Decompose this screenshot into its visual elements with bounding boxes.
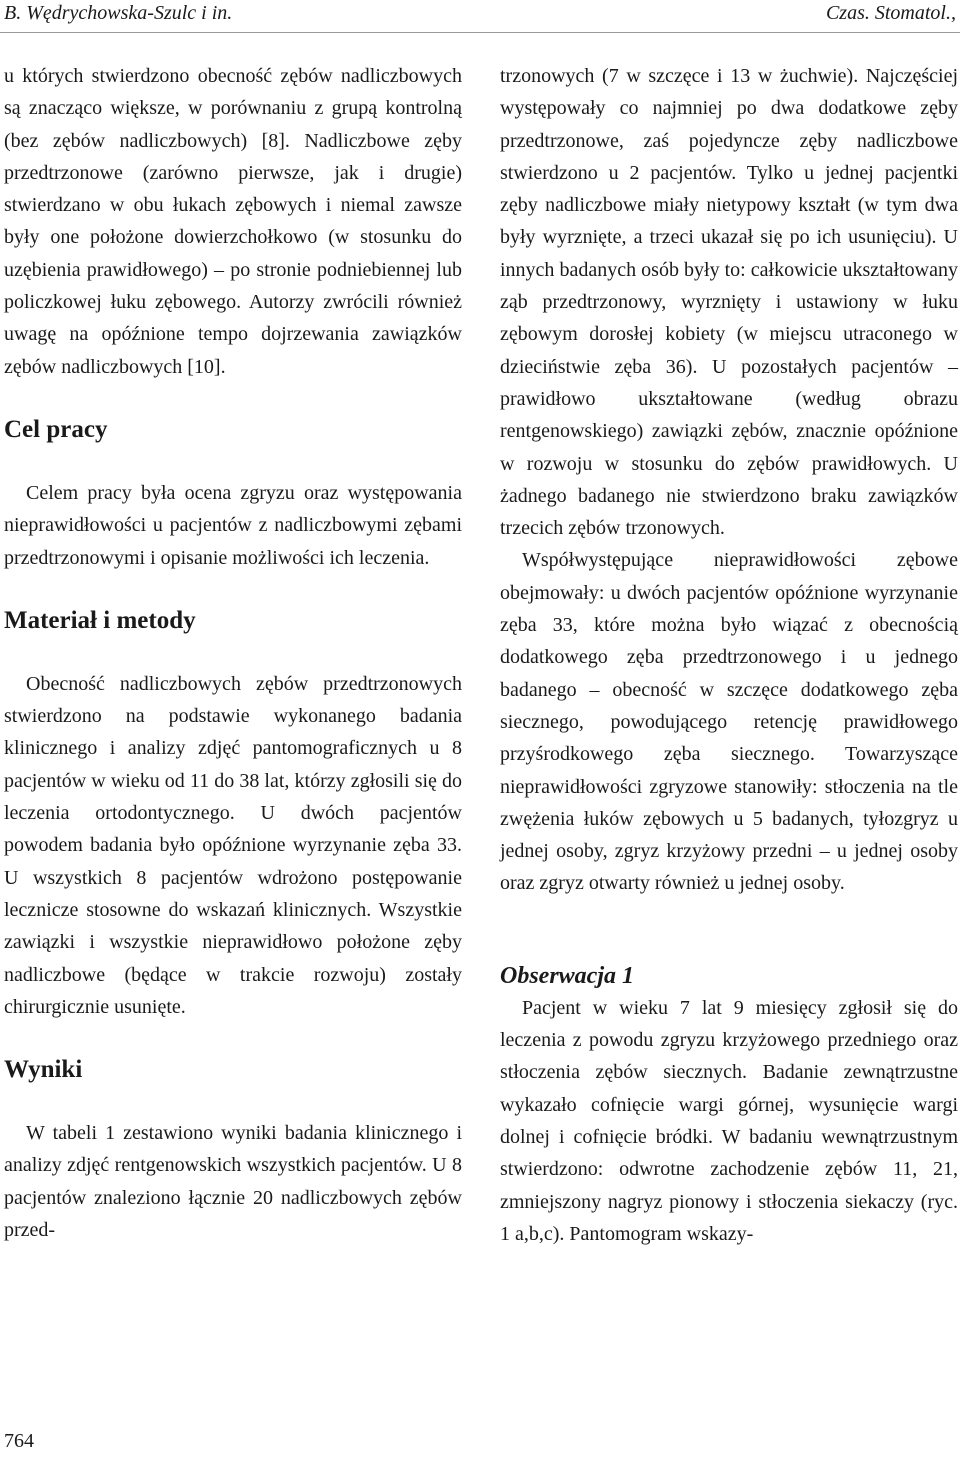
intro-paragraph: u których stwierdzono obecność zębów nadliczbowych są znacząco większe, w porównaniu z grupą kontrolną (bez zębów nadliczbowych) [8]. Nadliczbowe zęby przedtrzonowe (zarówno pierwsze, jak i drugie) stwierdzano w obu łukach zębowych i niemal zawsze były one położone dowierzchołkowo (w stosunku do uzębienia prawidłowego) – po stronie podniebiennej lub policzkowej łuku zębowego. Autorzy zwrócili również uwagę na opóźnione tempo dojrzewania zawiązków zębów nadliczbowych [10]. <box>4 65 462 378</box>
header-divider <box>0 32 960 33</box>
methods-paragraph: Obecność nadliczbowych zębów przedtrzonowych stwierdzono na podstawie wykonanego badania klinicznego i analizy zdjęć pantomograficznych u 8 pacjentów w wieku od 11 do 38 lat, którzy zgłosili się do leczenia ortodontycznego. U dwóch pacjentów powodem badania było opóźnione wyrzynanie zęba 33. U wszystkich 8 pacjentów wdrożono postępowanie lecznicze stosowne do wskazań klinicznych. Wszystkie zawiązki i wszystkie nieprawidłowo położone zęby nadliczbowe (będące w trakcie rozwoju) zostały chirurgicznie usunięte. <box>4 672 462 1018</box>
running-header-journal: Czas. Stomatol., <box>825 2 956 24</box>
aim-heading: Cel pracy <box>4 415 108 443</box>
aim-paragraph: Celem pracy była ocena zgryzu oraz występowania nieprawidłowości u pacjentów z nadliczbowymi zębami przedtrzonowymi i opisanie możliwości ich leczenia. <box>4 481 462 569</box>
methods-heading: Materiał i metody <box>4 606 196 634</box>
right-column <box>500 60 958 1250</box>
case-heading: Obserwacja 1 <box>500 962 634 989</box>
results-paragraph: W tabeli 1 zestawiono wyniki badania klinicznego i analizy zdjęć rentgenowskich wszystkich pacjentów. U 8 pacjentów znaleziono łącznie 20 nadliczbowych zębów przed- <box>4 1122 462 1242</box>
running-header-authors: B. Wędrychowska-Szulc i in. <box>4 2 233 24</box>
page-number: 764 <box>4 1430 34 1452</box>
case-paragraph: Pacjent w wieku 7 lat 9 miesięcy zgłosił się do leczenia z powodu zgryzu krzyżowego przedniego oraz stłoczenia zębów siecznych. Badanie zewnątrzustne wykazało cofnięcie wargi górnej, wysunięcie wargi dolnej i cofnięcie bródki. W badaniu wewnątrzustnym stwierdzono: odwrotne zachodzenie zębów 11, 21, zmniejszony nagryz pionowy i stłoczenia siekaczy (ryc. 1 a,b,c). Pantomogram wskazy- <box>500 996 958 1245</box>
left-column <box>4 60 462 1246</box>
results-continued-paragraph: trzonowych (7 w szczęce i 13 w żuchwie). Najczęściej występowały co najmniej po dwa dodatkowe zęby przedtrzonowe, zaś pojedyncze zęby nadliczbowe stwierdzono u 2 pacjentów. Tylko u jednej pacjentki zęby nadliczbowe miały nietypowy kształt (w tym dwa były wyrznięte, a trzeci ukazał się po ich usunięciu). U innych badanych osób były to: całkowicie ukształtowany ząb przedtrzonowy, wyrznięty i ustawiony w łuku zębowym dorosłej kobiety (w miejscu utraconego w dzieciństwie zęba 36). U pozostałych pacjentów – prawidłowo ukształtowane (według obrazu rentgenowskiego) zawiązki zębów, znacznie opóźnione w rozwoju w stosunku do zębów prawidłowych. U żadnego badanego nie stwierdzono braku zawiązków trzecich zębów trzonowych. <box>500 65 958 540</box>
coexisting-anomalies-paragraph: Współwystępujące nieprawidłowości zębowe obejmowały: u dwóch pacjentów opóźnione wyrzynanie zęba 33, które można było wiązać z obecnością dodatkowego zęba przedtrzonowego i u jednego badanego – obecność w szczęce dodatkowego zęba siecznego, powodującego retencję prawidłowego przyśrodkowego zęba siecznego. Towarzyszące nieprawidłowości zgryzowe stanowiły: stłoczenia na tle zwężenia łuków zębowych u 5 badanych, tyłozgryz u jednej osoby, zgryz krzyżowy przedni – u jednej osoby oraz zgryz otwarty również u jednej osoby. <box>500 549 958 895</box>
results-heading: Wyniki <box>4 1056 83 1084</box>
